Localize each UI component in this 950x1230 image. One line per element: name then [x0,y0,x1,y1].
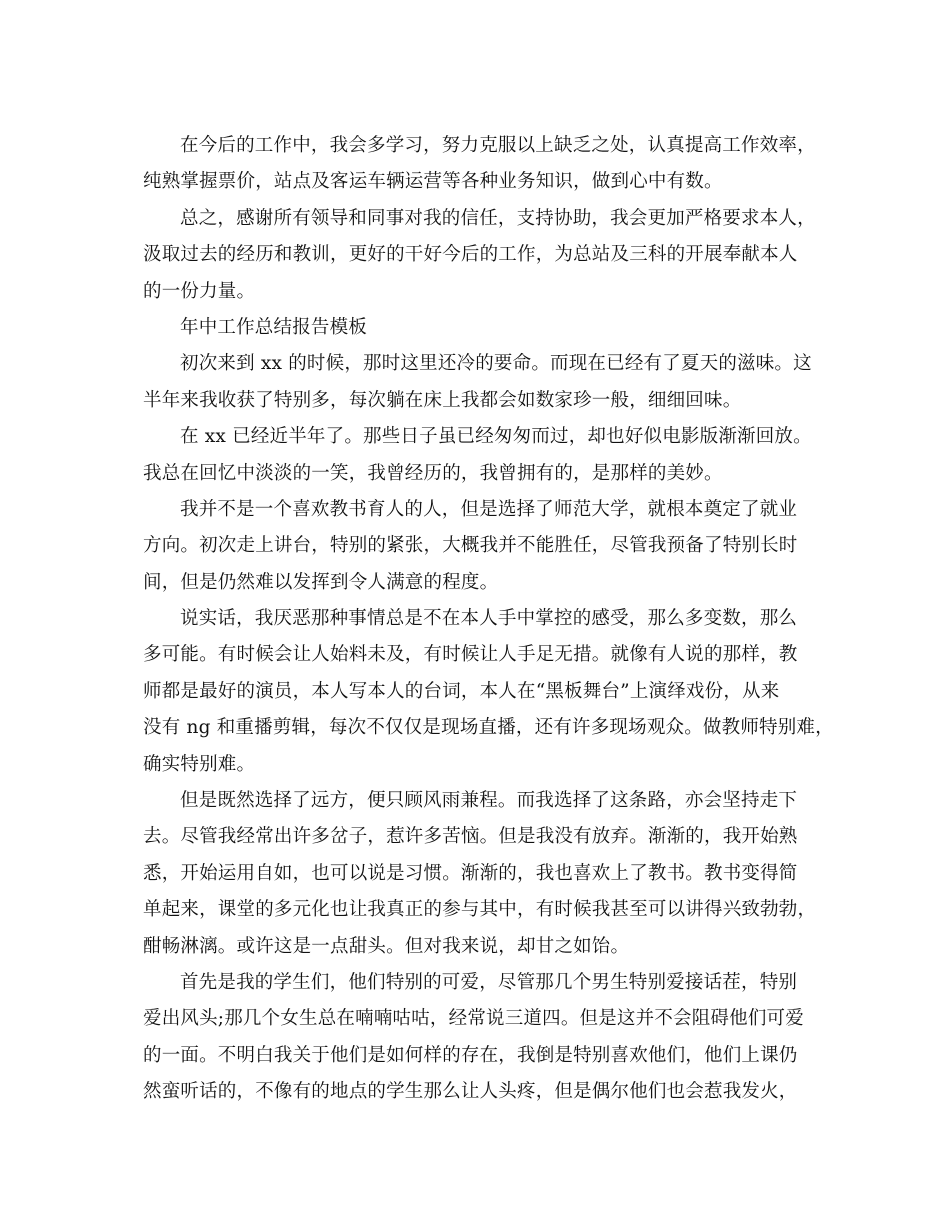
text-line: 的一份力量。 [143,280,256,302]
text-line: 多可能。有时候会让人始料未及，有时候让人手足无措。就像有人说的那样，教 [143,644,798,666]
text-line: 总之，感谢所有领导和同事对我的信任，支持协助，我会更加严格要求本人， [180,207,816,229]
text-line: 方向。初次走上讲台，特别的紧张，大概我并不能胜任，尽管我预备了特别长时 [143,535,798,557]
text-line: 悉，开始运用自如，也可以说是习惯。渐渐的，我也喜欢上了教书。教书变得简 [143,862,798,884]
text-line: 然蛮听话的，不像有的地点的学生那么让人头疼，但是偶尔他们也会惹我发火， [143,1081,798,1103]
text-line: 说实话，我厌恶那种事情总是不在本人手中掌控的感受，那么多变数，那么 [180,608,798,630]
document-body [143,128,834,1111]
text-line: 在今后的工作中，我会多学习，努力克服以上缺乏之处，认真提高工作效率， [180,135,816,156]
text-line: 确实特别难。 [143,753,256,775]
text-line: 的一面。不明白我关于他们是如何样的存在，我倒是特别喜欢他们，他们上课仍 [143,1044,798,1066]
text-line: 单起来，课堂的多元化也让我真正的参与其中，有时候我甚至可以讲得兴致勃勃， [143,899,817,921]
text-line: 初次来到 xx 的时候，那时这里还冷的要命。而现在已经有了夏天的滋味。这 [180,353,812,375]
text-line: 首先是我的学生们，他们特别的可爱，尽管那几个男生特别爱接话茬，特别 [180,971,798,993]
text-line: 但是既然选择了远方，便只顾风雨兼程。而我选择了这条路，亦会坚持走下 [180,790,798,812]
text-line: 没有 ng 和重播剪辑，每次不仅仅是现场直播，还有许多现场观众。做教师特别难， [143,717,834,739]
text-line: 我总在回忆中淡淡的一笑，我曾经历的，我曾拥有的，是那样的美妙。 [143,462,723,484]
text-line: 去。尽管我经常出许多岔子，惹许多苦恼。但是我没有放弃。渐渐的，我开始熟 [143,826,798,848]
text-line: 纯熟掌握票价，站点及客运车辆运营等各种业务知识，做到心中有数。 [143,171,723,193]
text-line: 年中工作总结报告模板 [180,316,368,338]
text-line: 酣畅淋漓。或许这是一点甜头。但对我来说，却甘之如饴。 [143,935,630,957]
text-line: 我并不是一个喜欢教书育人的人，但是选择了师范大学，就根本奠定了就业 [180,498,798,520]
text-line: 在 xx 已经近半年了。那些日子虽已经匆匆而过，却也好似电影版渐渐回放。 [180,426,812,448]
text-line: 间，但是仍然难以发挥到令人满意的程度。 [143,571,499,593]
text-line: 爱出风头;那几个女生总在喃喃咕咕，经常说三道四。但是这并不会阻碍他们可爱 [143,1008,804,1030]
text-line: 半年来我收获了特别多，每次躺在床上我都会如数家珍一般，细细回味。 [143,389,742,411]
text-line: 汲取过去的经历和教训，更好的干好今后的工作，为总站及三科的开展奉献本人 [143,244,798,266]
text-line: 师都是最好的演员，本人写本人的台词，本人在“黑板舞台”上演绎戏份，从来 [143,680,780,702]
